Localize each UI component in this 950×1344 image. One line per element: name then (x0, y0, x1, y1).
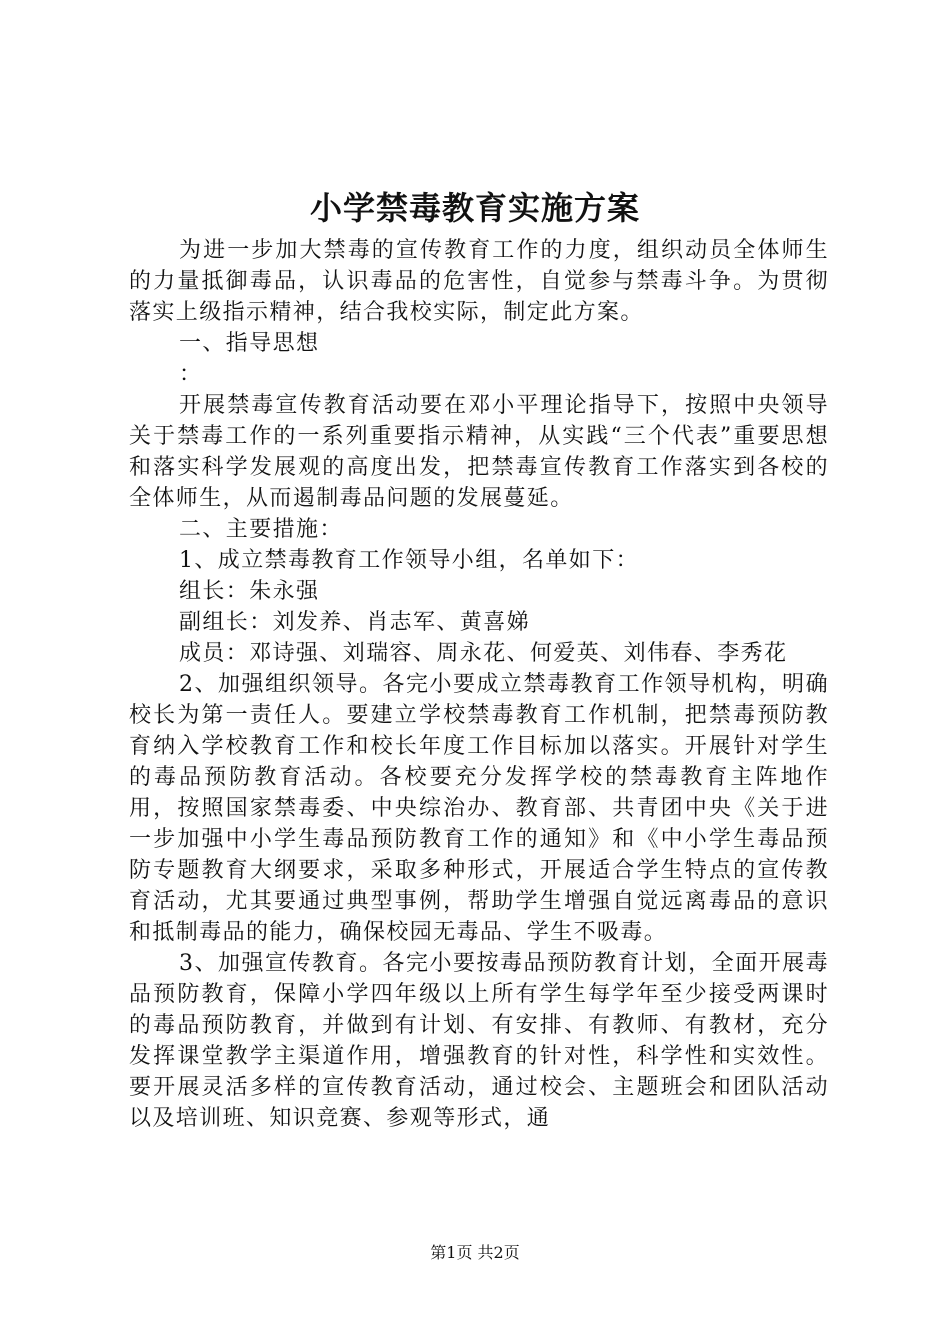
document-body (129, 235, 829, 1134)
measure-1-heading: 1、成立禁毒教育工作领导小组，名单如下： (179, 548, 639, 573)
measure-3-paragraph: 3、加强宣传教育。各完小要按毒品预防教育计划，全面开展毒品预防教育，保障小学四年级以上所有学生每学年至少接受两课时的毒品预防教育，并做到有计划、有安排、有教师、有教材，充分发挥课堂教学主渠道作用，增强教育的针对性，科学性和实效性。要开展灵活多样的宣传教育活动，通过校会、主题班会和团队活动以及培训班、知识竞赛、参观等形式，通 (129, 951, 829, 1131)
members-line: 成员：邓诗强、刘瑞容、周永花、何爱英、刘伟春、李秀花 (179, 641, 788, 666)
deputy-leader-line: 副组长：刘发养、肖志军、黄喜娣 (179, 610, 531, 635)
group-leader-line: 组长：朱永强 (179, 579, 320, 604)
guiding-thought-paragraph: 开展禁毒宣传教育活动要在邓小平理论指导下，按照中央领导关于禁毒工作的一系列重要指示精神，从实践“三个代表”重要思想和落实科学发展观的高度出发，把禁毒宣传教育工作落实到各校的全体师生，从而遏制毒品问题的发展蔓延。 (129, 393, 829, 511)
section-heading-main-measures: 二、主要措施： (179, 517, 343, 542)
page-number-footer: 第1页 共2页 (430, 1243, 520, 1262)
document-title: 小学禁毒教育实施方案 (309, 189, 640, 227)
colon-line: ： (179, 362, 203, 387)
intro-paragraph: 为进一步加大禁毒的宣传教育工作的力度，组织动员全体师生的力量抵御毒品，认识毒品的危害性，自觉参与禁毒斗争。为贯彻落实上级指示精神，结合我校实际，制定此方案。 (129, 238, 829, 325)
measure-2-paragraph: 2、加强组织领导。各完小要成立禁毒教育工作领导机构，明确校长为第一责任人。要建立学校禁毒教育工作机制，把禁毒预防教育纳入学校教育工作和校长年度工作目标加以落实。开展针对学生的毒品预防教育活动。各校要充分发挥学校的禁毒教育主阵地作用，按照国家禁毒委、中央综治办、教育部、共青团中央《关于进一步加强中小学生毒品预防教育工作的通知》和《中小学生毒品预防专题教育大纲要求，采取多种形式，开展适合学生特点的宣传教育活动，尤其要通过典型事例，帮助学生增强自觉远离毒品的意识和抵制毒品的能力，确保校园无毒品、学生不吸毒。 (129, 672, 829, 945)
section-heading-guiding-thought: 一、指导思想 (179, 331, 320, 356)
